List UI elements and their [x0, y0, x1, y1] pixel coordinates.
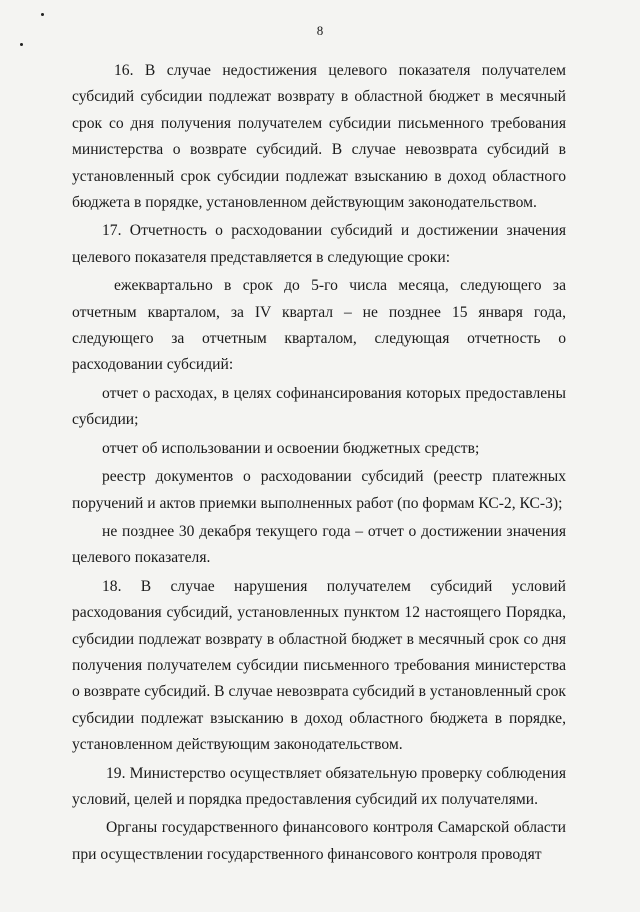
paragraph-16: 16. В случае недостижения целевого показателя получателем субсидий субсидии подлежат возврату в областной бюджет в месячный срок со дня получения получателем субсидии письменного требования министерства о возврате субсидий. В случае невозврата субсидий в установленный срок субсидии подлежат взысканию в доход областного бюджета в порядке, установленном действующим законодательством.	[72, 62, 566, 212]
list-item-budget-usage-report: отчет об использовании и освоении бюджетных средств;	[102, 439, 480, 457]
list-item-expense-report: отчет о расходах, в целях софинансирования которых предоставлены субсидии;	[72, 384, 566, 429]
scan-speck	[20, 43, 23, 46]
paragraph-19: 19. Министерство осуществляет обязательную проверку соблюдения условий, целей и порядка предоставления субсидий их получателями.	[72, 764, 566, 808]
paragraph-17: 17. Отчетность о расходовании субсидий и достижении значения целевого показателя представляется в следующие сроки:	[72, 222, 566, 266]
page-number: 8	[316, 23, 324, 38]
list-item-documents-register: реестр документов о расходовании субсидий (реестр платежных поручений и актов приемки выполненных работ (по формам КС-2, КС-3);	[72, 468, 566, 512]
paragraph-annual-deadline: не позднее 30 декабря текущего года – отчет о достижении значения целевого показателя.	[72, 522, 566, 567]
paragraph-financial-control: Органы государственного финансового контроля Самарской области при осуществлении государственного финансового контроля проводят	[72, 819, 566, 863]
paragraph-18: 18. В случае нарушения получателем субсидий условий расходования субсидий, установленных пунктом 12 настоящего Порядка, субсидии подлежат возврату в областной бюджет в месячный срок со дня получения получателем субсидии письменного требования министерства о возврате субсидий. В случае невозврата субсидий в установленный срок субсидии подлежат взысканию в доход областного бюджета в порядке, установленном действующим законодательством.	[72, 577, 566, 754]
document-body	[72, 58, 566, 868]
scan-speck	[41, 13, 44, 16]
paragraph-quarterly-deadline: ежеквартально в срок до 5-го числа месяца, следующего за отчетным кварталом, за IV квартал – не позднее 15 января года, следующего за отчетным кварталом, следующая отчетность о расходовании субсидий:	[72, 277, 566, 374]
